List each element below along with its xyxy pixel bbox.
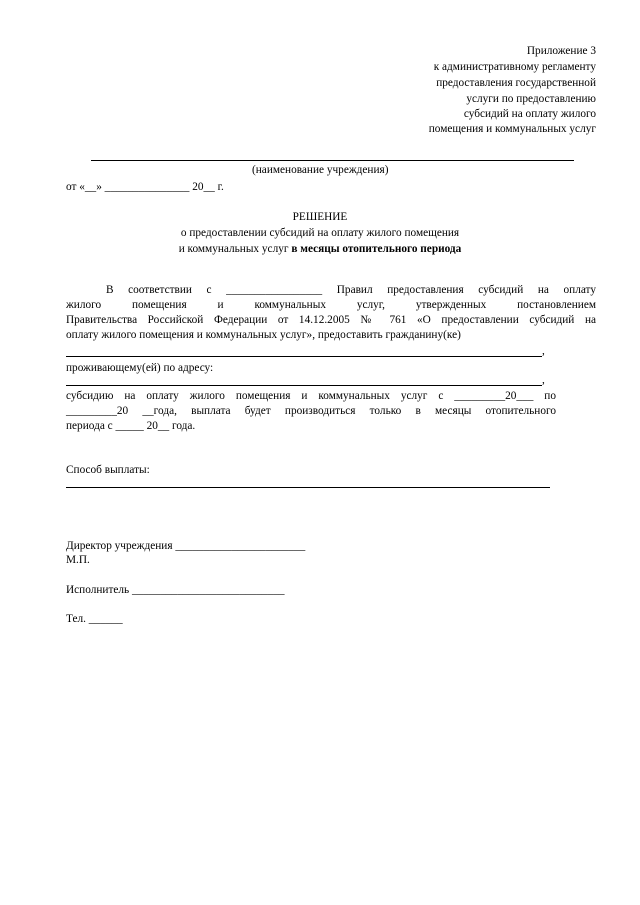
decision-subtitle-2-plain: и коммунальных услуг [178, 243, 292, 255]
subsidy-line-2: _________20 __года, выплата будет производиться только в месяцы отопительного [66, 405, 556, 417]
decision-subtitle-1: о предоставлении субсидий на оплату жилого помещения [180, 227, 460, 239]
appendix-line-2: к административному регламенту [433, 61, 596, 73]
paragraph-1-line-4: оплату жилого помещения и коммунальных услуг», предоставить гражданину(ке) [66, 329, 461, 341]
address-label: проживающему(ей) по адресу: [66, 362, 214, 374]
appendix-line-6: помещения и коммунальных услуг [428, 123, 596, 135]
paragraph-1-line-2: жилого помещения и коммунальных услуг, утвержденных постановлением [66, 299, 596, 311]
appendix-line-4: услуги по предоставлению [466, 93, 596, 105]
decision-title: РЕШЕНИЕ [292, 211, 348, 223]
institution-name-rule [91, 160, 574, 161]
appendix-line-5: субсидий на оплату жилого [463, 108, 596, 120]
appendix-line-3: предоставления государственной [436, 77, 596, 89]
phone-line: Тел. ______ [66, 613, 123, 625]
appendix-line-1: Приложение 3 [526, 45, 596, 57]
director-signature-line: Директор учреждения _______________________ [66, 540, 306, 552]
executor-signature-line [66, 583, 285, 599]
address-rule [66, 385, 542, 386]
decision-subtitle-2-bold: в месяцы отопительного периода [291, 243, 462, 255]
subsidy-line-1: субсидию на оплату жилого помещения и коммунальных услуг с _________20___ по [66, 390, 556, 402]
executor-label: Исполнитель ____________________ [66, 584, 245, 596]
subsidy-line-3: периода с _____ 20__ года. [66, 420, 196, 432]
stamp-label: М.П. [66, 554, 90, 566]
payment-method-label: Способ выплаты: [66, 464, 150, 476]
institution-caption: (наименование учреждения) [252, 164, 389, 176]
payment-method-rule [66, 487, 550, 488]
executor-tail: _______ [244, 584, 285, 596]
paragraph-1-line-3: Правительства Российской Федерации от 14.12.2005 № 761 «О предоставлении субсидий на [66, 314, 596, 326]
date-line: от «__» _______________ 20__ г. [66, 181, 224, 193]
address-line-end: , [542, 374, 545, 386]
citizen-line-end: , [542, 345, 545, 357]
citizen-name-rule [66, 356, 542, 357]
paragraph-1-line-1: В соответствии с _________________ Правил предоставления субсидий на оплату [106, 284, 596, 296]
decision-subtitle-2 [0, 242, 640, 258]
